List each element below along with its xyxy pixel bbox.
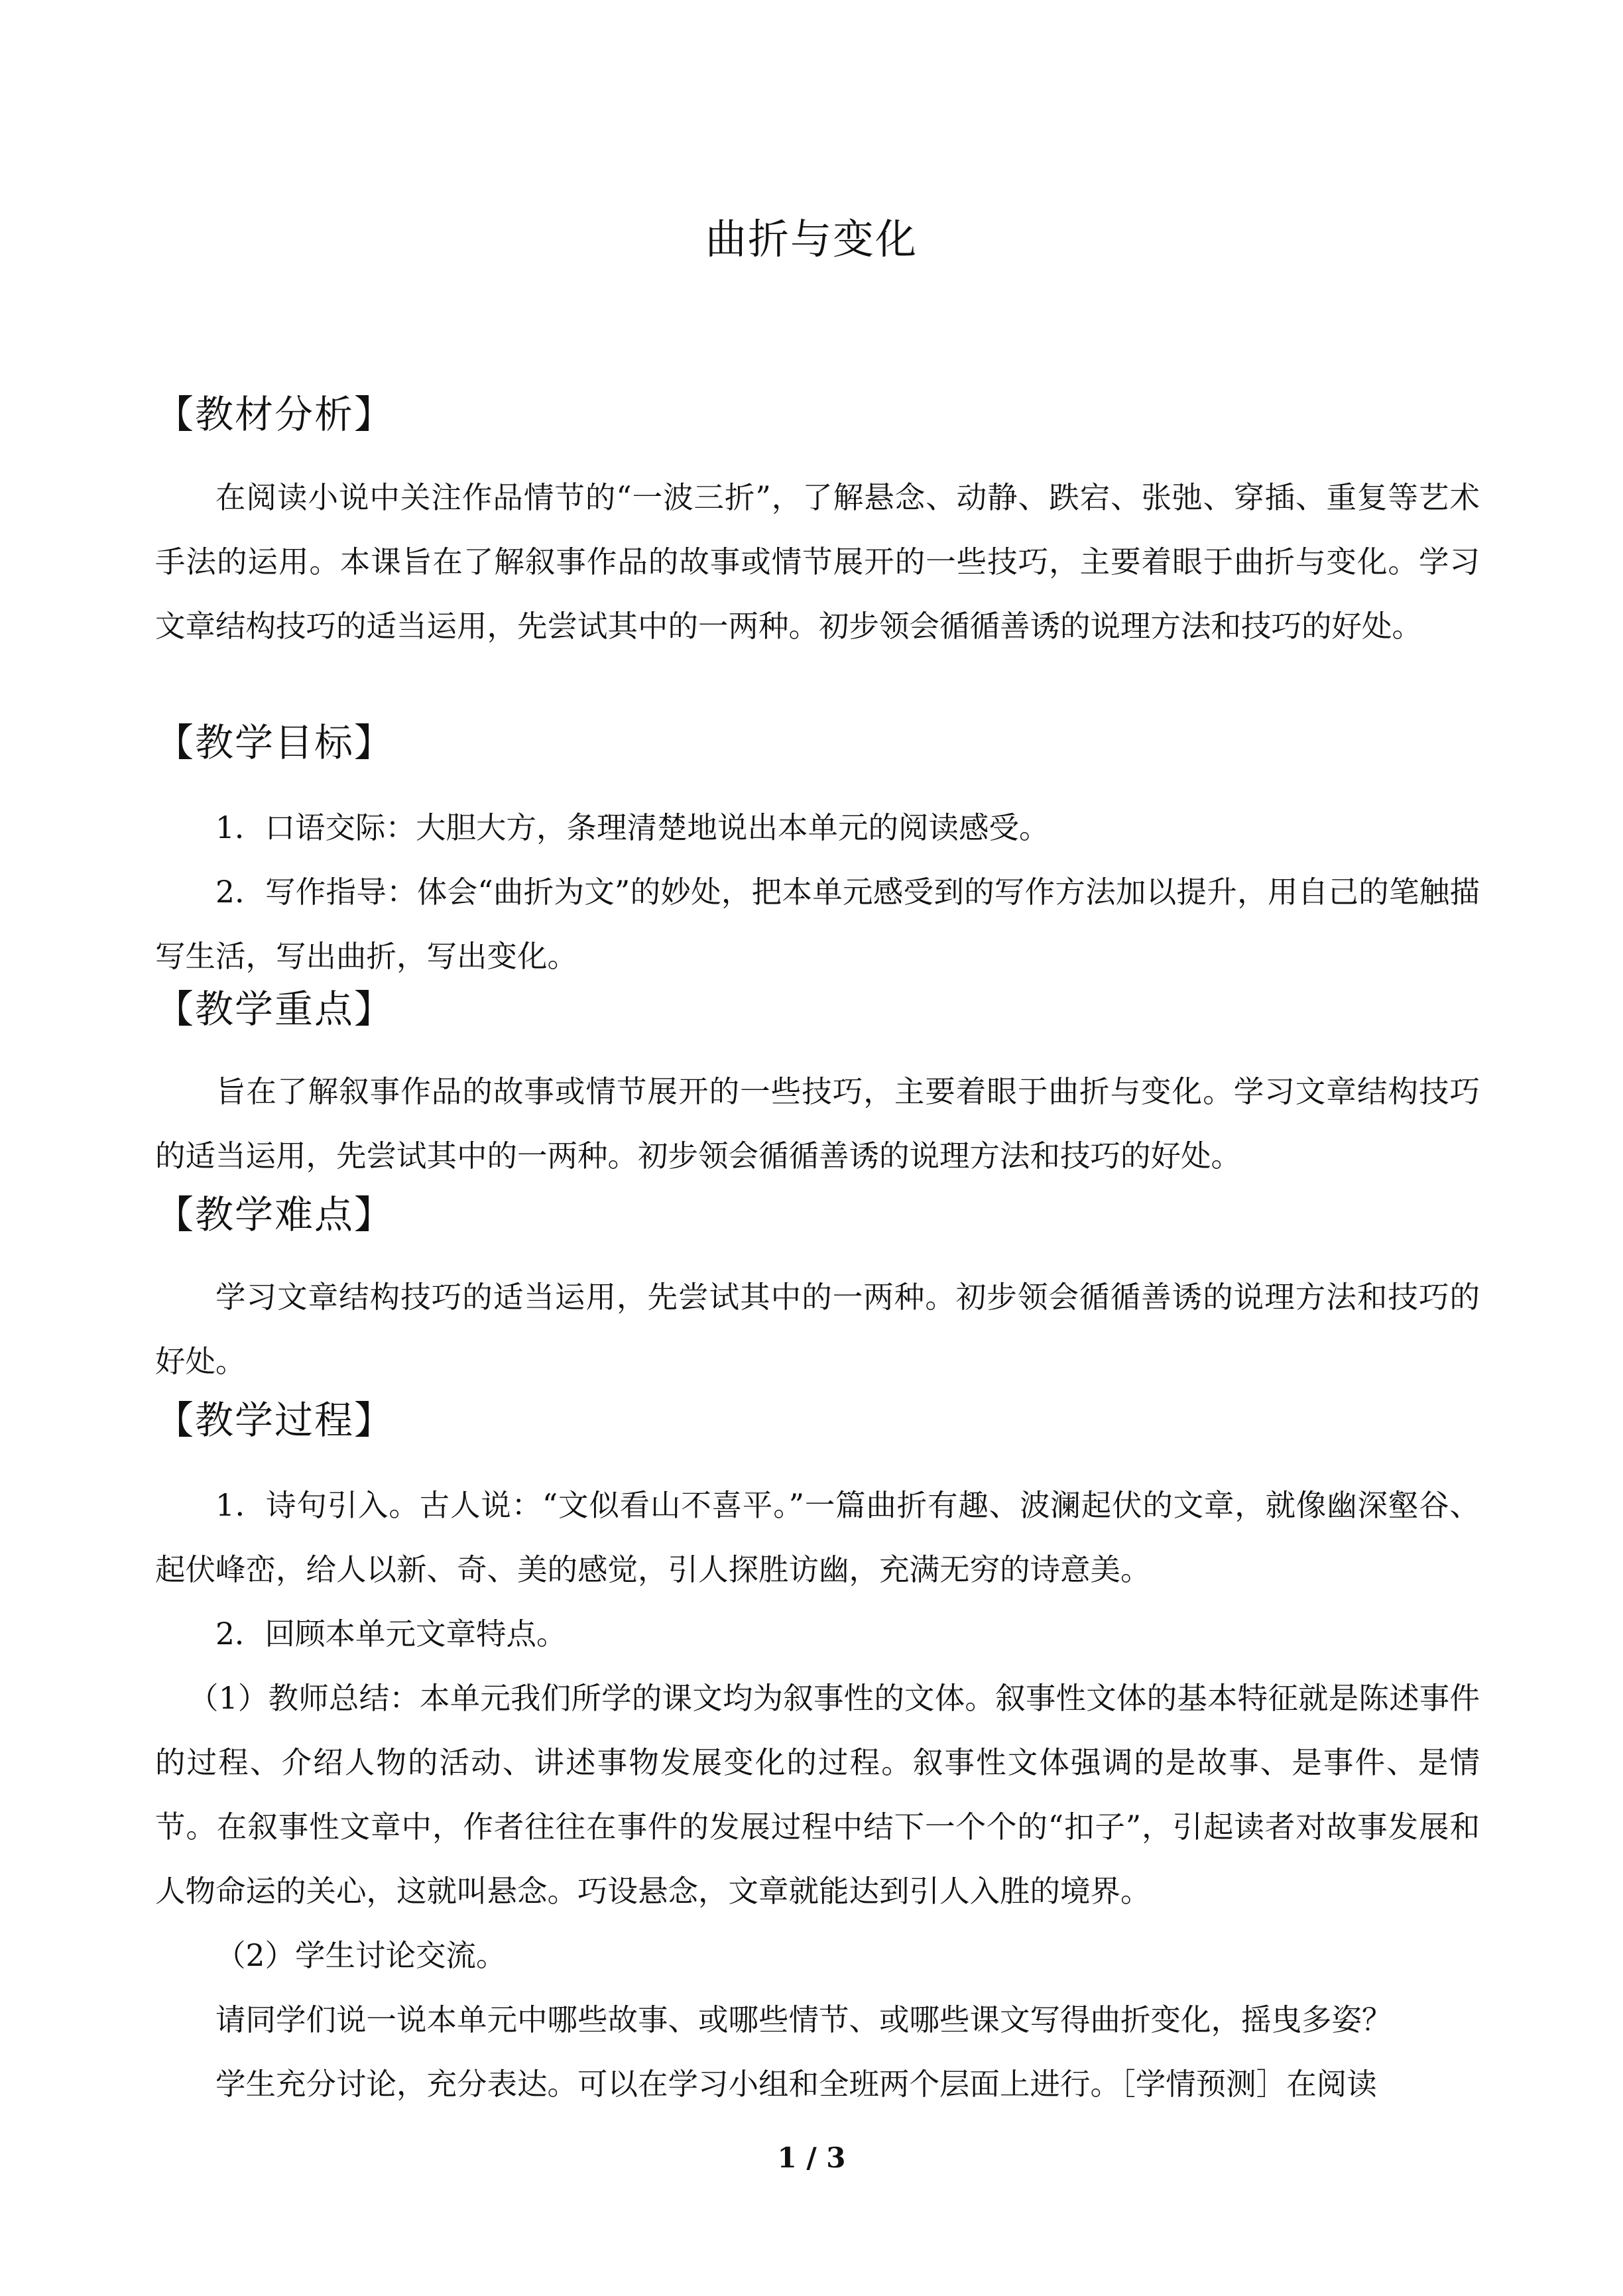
paragraph-difficulties: 学习文章结构技巧的适当运用，先尝试其中的一两种。初步领会循循善诱的说理方法和技巧的好处。 (155, 1280, 1480, 1379)
paragraph-process-2: 2．回顾本单元文章特点。 (215, 1616, 567, 1652)
paragraph-process-6: 学生充分讨论，充分表达。可以在学习小组和全班两个层面上进行。［学情预测］在阅读 (215, 2067, 1377, 2102)
page-number: 1 / 3 (777, 2142, 846, 2174)
paragraph-process-1: 1．诗句引入。古人说：“文似看山不喜平。”一篇曲折有趣、波澜起伏的文章，就像幽深壑谷、起伏峰峦，给人以新、奇、美的感觉，引人探胜访幽，充满无穷的诗意美。 (155, 1488, 1480, 1587)
paragraph-process-5: 请同学们说一说本单元中哪些故事、或哪些情节、或哪些课文写得曲折变化，摇曳多姿？ (215, 2002, 1392, 2037)
paragraph-process-4: （2）学生讨论交流。 (215, 1938, 507, 1973)
paragraph-process-3: （1）教师总结：本单元我们所学的课文均为叙事性的文体。叙事性文体的基本特征就是陈述事件的过程、介绍人物的活动、讲述事物发展变化的过程。叙事性文体强调的是故事、是事件、是情节。在叙事性文章中，作者往往在事件的发展过程中结下一个个的“扣子”，引起读者对故事发展和人物命运的关心，这就叫悬念。巧设悬念，文章就能达到引人入胜的境界。 (155, 1681, 1480, 1909)
document-title: 曲折与变化 (705, 215, 918, 263)
heading-keypoints: 【教学重点】 (155, 987, 394, 1032)
paragraph-keypoints: 旨在了解叙事作品的故事或情节展开的一些技巧，主要着眼于曲折与变化。学习文章结构技巧的适当运用，先尝试其中的一两种。初步领会循循善诱的说理方法和技巧的好处。 (155, 1074, 1480, 1174)
heading-process: 【教学过程】 (155, 1398, 394, 1443)
heading-analysis: 【教材分析】 (155, 392, 394, 437)
heading-goals: 【教学目标】 (155, 720, 394, 765)
paragraph-goals-1: 1．口语交际：大胆大方，条理清楚地说出本单元的阅读感受。 (215, 810, 1050, 845)
paragraph-goals-2: 2．写作指导：体会“曲折为文”的妙处，把本单元感受到的写作方法加以提升，用自己的笔触描写生活，写出曲折，写出变化。 (155, 875, 1480, 974)
heading-difficulties: 【教学难点】 (155, 1192, 394, 1237)
paragraph-analysis: 在阅读小说中关注作品情节的“一波三折”，了解悬念、动静、跌宕、张弛、穿插、重复等艺术手法的运用。本课旨在了解叙事作品的故事或情节展开的一些技巧，主要着眼于曲折与变化。学习文章结构技巧的适当运用，先尝试其中的一两种。初步领会循循善诱的说理方法和技巧的好处。 (155, 480, 1480, 644)
